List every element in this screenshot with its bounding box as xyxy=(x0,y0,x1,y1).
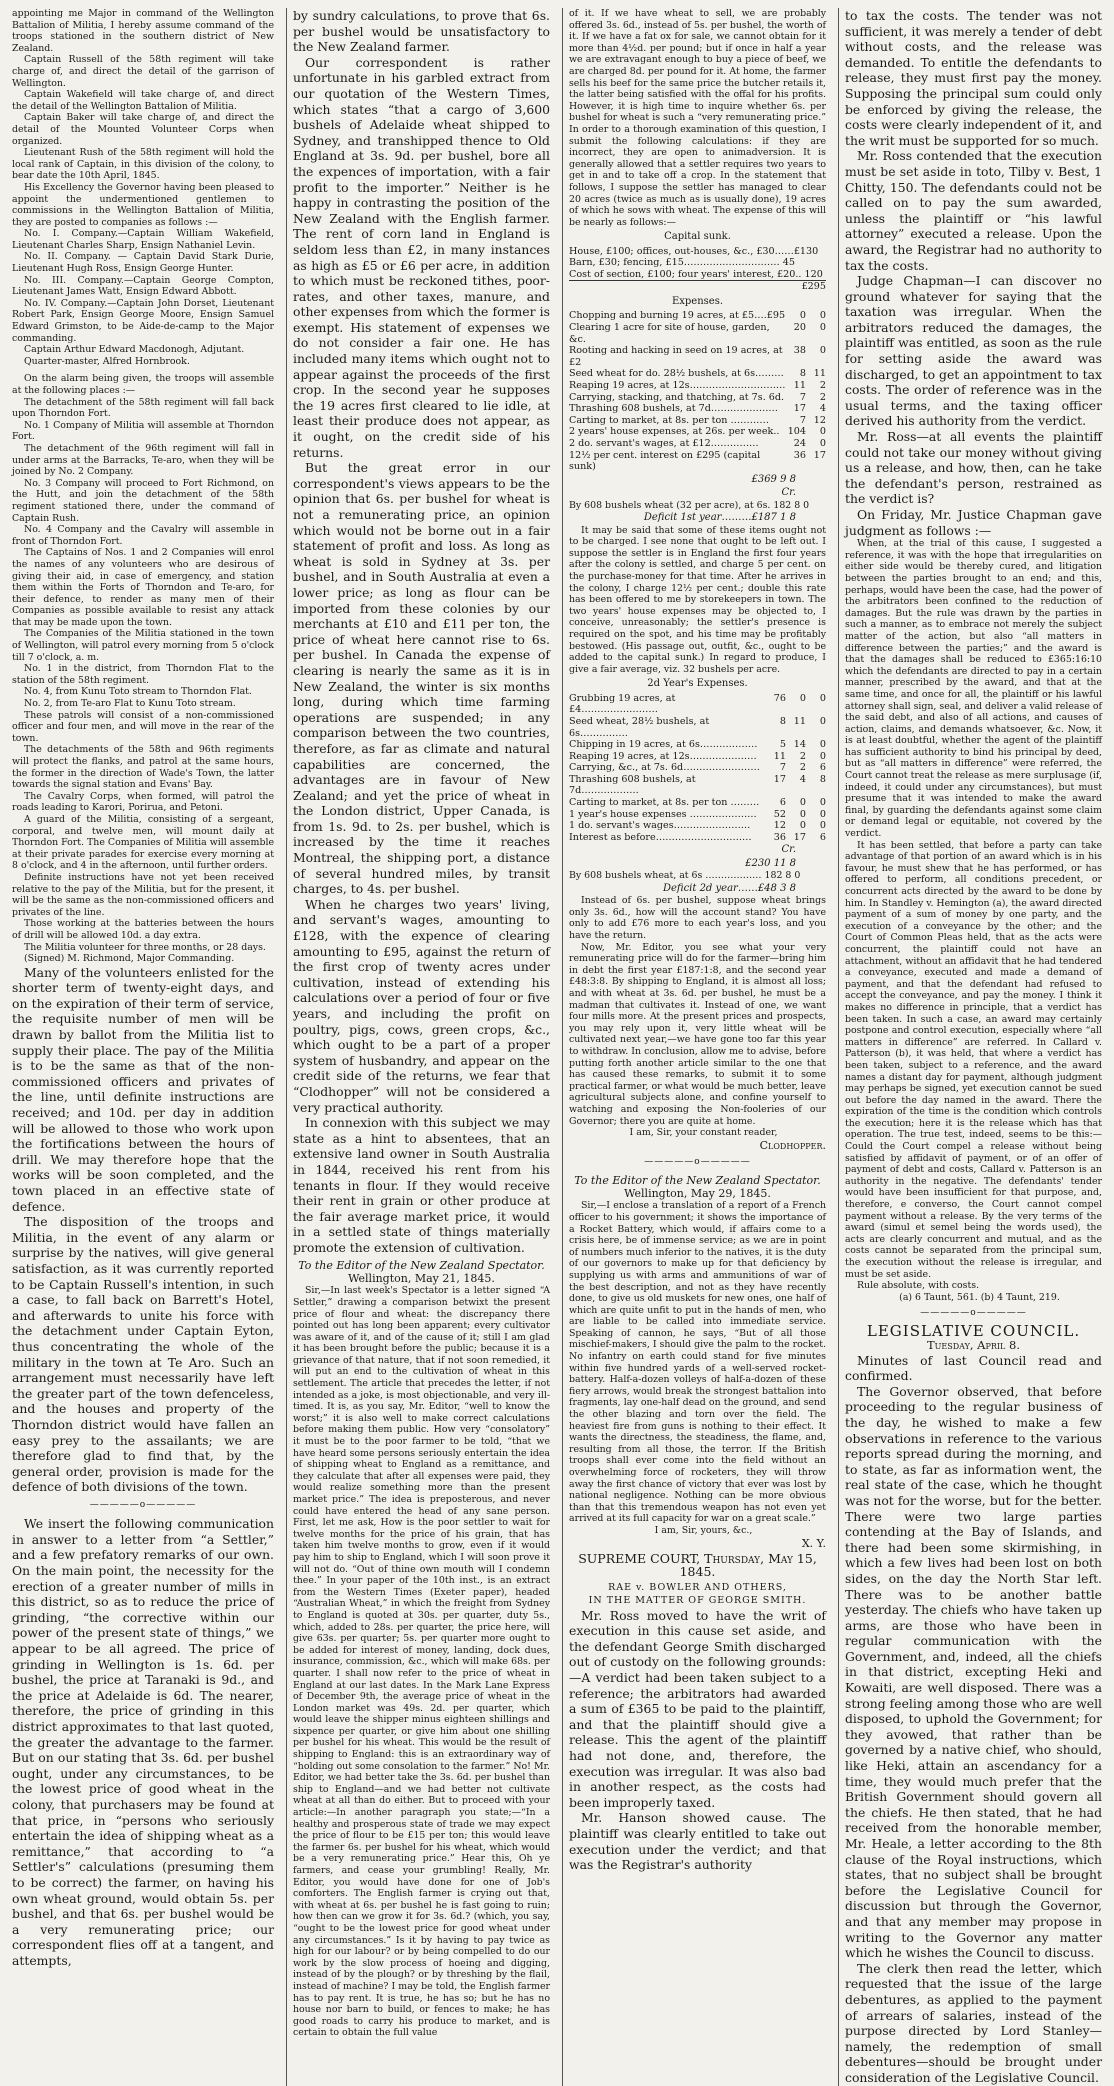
signature: X. Y. xyxy=(801,1536,826,1550)
table-cell: Reaping 19 acres, at 12s………………………… xyxy=(569,380,786,392)
letter-body: It may be said that some of these items ought not to be charged. I see none that ought to be left out. I suppose the settler is in England the first four years after the colony is settled, and charge 5 per cent. on the purchase-money for that time. After he arrives in the colony, I charge 12½ per cent.; double this rate has been offered to me by storekeepers in town. The two years' house expenses may be objected to, I conceive, unreasonably; the settler's presence is required on the spot, and his time may be profitably bestowed. (His passage out, outfit, &c., ought to be added to the capital sunk.) In regard to produce, I give a fair average, viz. 32 bushels per acre. xyxy=(569,524,826,675)
table-cell: Carting to market, at 8s. per ton ……… xyxy=(569,797,760,809)
table-cell: 0 xyxy=(819,692,826,704)
pay-para: Definite instructions have not yet been received relative to the pay of the Militia, but for the present, it will be the same as the non-commissioned officers and privates of the line. xyxy=(12,871,274,918)
second-year-total: £230 11 8 xyxy=(745,857,796,869)
table-cell: 52 xyxy=(773,808,786,820)
alarm-para: The detachment of the 96th regiment will fall in under arms at the Barracks, Te-aro, when they will be joined by No. 2 Company. xyxy=(12,442,274,478)
legislative-council-heading: LEGISLATIVE COUNCIL. xyxy=(866,1321,1081,1340)
column-2 xyxy=(286,8,552,2086)
table-cell: 6 xyxy=(819,762,826,774)
column-3 xyxy=(562,8,828,2086)
table-row xyxy=(569,774,826,797)
patrol-para: No. 4, from Kunu Toto stream to Thorndon Flat. xyxy=(24,686,252,698)
table-cell: 7 xyxy=(779,762,786,774)
letter-heading: To the Editor of the New Zealand Spectator. xyxy=(298,1258,545,1272)
column-4 xyxy=(838,8,1104,2086)
table-cell: Rooting and hacking in seed on 19 acres, at £2 xyxy=(569,345,783,368)
section-divider: —————o————— xyxy=(89,1499,197,1510)
editorial-para: by sundry calculations, to prove that 6s. per bushel would be unsatisfactory to the New Zealand farmer. xyxy=(293,8,550,55)
table-cell: 1 do. servant's wages…………………… xyxy=(569,820,751,832)
table-cell: 7 xyxy=(799,414,806,426)
patrol-para: No. 1 in the district, from Thorndon Flat to the station of the 58th regiment. xyxy=(12,663,274,686)
table-row xyxy=(569,403,826,415)
letter-body: Now, Mr. Editor, you see what your very remunerating price will do for the farmer—bring him in debt the first year £187:1:8, and the second year £48:3:8. By shipping to England, it is almost all loss; and with wheat at 3s. 6d. per bushel, he must be a madman that cultivates it. Instead of one, we want four mills more. At the present prices and prospects, you may rely upon it, very little wheat will be cultivated next year,—we have gone too far this year to withdraw. In conclusion, allow me to advise, before putting forth another article similar to the one that has caused these remarks, to submit it to some practical farmer, or what would be much better, leave agricultural subjects alone, and confine yourself to watching and exposing the Non-fooleries of our Governor; there you are quite at home. xyxy=(569,941,826,1127)
table-cell: 17 xyxy=(793,403,806,415)
table-row xyxy=(569,345,826,368)
adjutant-line: Captain Arthur Edward Macdonogh, Adjutant. xyxy=(24,344,245,356)
section-divider: —————o————— xyxy=(920,1308,1027,1319)
table-cell: 2 do. servant's wages, at £12…………… xyxy=(569,438,759,449)
table-row xyxy=(569,257,826,269)
table-cell: 8 xyxy=(799,368,806,380)
credit-label: Cr. xyxy=(781,844,796,856)
table-cell: 11 xyxy=(793,380,806,392)
table-cell: 0 xyxy=(799,808,806,820)
company-list-item: No. IV. Company.—Captain John Dorset, Lieutenant Robert Park, Ensign George Moore, Ensign Samuel Edward Grimston, to be Aide-de-camp to the Major commanding. xyxy=(12,297,274,344)
table-cell: 12½ per cent. interest on £295 (capital sunk) xyxy=(569,449,761,473)
editorial-para: In connexion with this subject we may state as a hint to absentees, that an extensive land owner in South Australia in 1844, received his rent from his tenants in flour. If they would receive their rent in grain or other produce at the fair average market price, it would in a settled state of things materially promote the extension of cultivation. xyxy=(293,1115,550,1255)
table-cell: 7 xyxy=(799,391,806,403)
table-cell: 17 xyxy=(793,831,806,843)
case-subtitle: IN THE MATTER OF GEORGE SMITH. xyxy=(588,1595,807,1607)
table-cell: 0 xyxy=(799,692,806,704)
table-row xyxy=(569,751,826,763)
table-cell: 4 xyxy=(799,773,806,785)
second-year-expenses-table xyxy=(569,693,826,844)
table-row xyxy=(569,368,826,380)
patrol-para: The detachments of the 58th and 96th regiments will protect the flanks, and patrol at the same hours, the former in the direction of Wade's Town, the latter towards the signal station and Evans' Bay. xyxy=(12,744,274,791)
table-row xyxy=(569,739,826,751)
pay-para: Those working at the batteries between the hours of drill will be allowed 10d. a day extra. xyxy=(12,918,274,941)
table-row xyxy=(569,392,826,404)
council-para: Minutes of last Council read and confirmed. xyxy=(845,1352,1102,1384)
editorial-para: Many of the volunteers enlisted for the shorter term of twenty-eight days, and on the expiration of their term of service, the requisite number of men will be drawn by ballot from the Militia list to supply their place. The pay of the Militia is to be the same as that of the non-commissioned officers and privates of the line, until definite instructions are received; and 10d. per day in addition will be allowed to those who work upon the fortifications between the hours of drill. We may therefore hope that the works will be soon completed, and the town placed in an effective state of defence. xyxy=(12,964,274,1214)
table-cell: 38 xyxy=(793,345,806,357)
table-cell: 2 xyxy=(819,380,826,392)
credit-line: By 608 bushels wheat (32 per acre), at 6s. 182 8 0 xyxy=(569,499,810,511)
table-cell: 6 xyxy=(779,797,786,809)
militia-order-intro: appointing me Major in command of the Wellington Battalion of Militia, I hereby assume command of the troops stationed in the southern district of New Zealand. xyxy=(12,8,274,54)
letter-closing: I am, Sir, yours, &c., xyxy=(654,1524,753,1536)
table-cell: 5 xyxy=(779,739,786,751)
table-cell: Cost of section, £100; four years' interest, £20.. 120 xyxy=(569,268,823,280)
letter-body: Sir,—I enclose a translation of a report of a French officer to his government; it shows the importance of a Rocket Battery, which would, if affairs come to a crisis here, be of immense service; as we are in point of numbers much inferior to the natives, it is the duty of our governors to make up for that deficiency by supplying us with arms and ammunitions of war of the best description, and not as they have recently done, to give us old muskets for new ones, one half of which are quite unfit to put in the hands of men, who are liable to be called into immediate service. Speaking of cannon, he says, “But of all those mischief-makers, I should give the palm to the rocket. No infantry on earth could stand for five minutes within five hundred yards of a well-served rocket-battery. Half-a-dozen volleys of half-a-dozen of these fiery arrows, would break the strongest battalion into fragments, lay one-half dead on the ground, and send the other blazing and torn over the field. The heaviest fire from guns is nothing to their effect. It wants the directness, the steadiness, the flame, and, resulting from all those, the terror. If the British troops shall ever come into the field without an overwhelming force of rocketers, they will throw away the first chance of victory that ever was lost by national negligence. Nothing can be more obvious than that this tremendous weapon has not even yet arrived at its full capacity for war on a great scale.” xyxy=(569,1200,826,1525)
column-1 xyxy=(10,8,276,2086)
letter-closing: I am, Sir, your constant reader, xyxy=(629,1127,778,1139)
table-row xyxy=(569,809,826,821)
court-report-para: Mr. Hanson showed cause. The plaintiff was clearly entitled to take out execution under the verdict; and that was the Registrar's authority xyxy=(569,1810,826,1873)
company-list-item: No. I. Company.—Captain William Wakefield, Lieutenant Charles Sharp, Ensign Nathaniel Levin. xyxy=(12,228,274,251)
capital-sunk-title: Capital sunk. xyxy=(664,231,731,243)
table-cell: Reaping 19 acres, at 12s………………… xyxy=(569,750,757,762)
table-row xyxy=(569,322,826,345)
court-report-para: Mr. Ross moved to have the writ of execution in this cause set aside, and the defendant George Smith discharged out of custody on the following grounds:—A verdict had been taken subject to a reference; the arbitrators had awarded a sum of £365 to be paid to the plaintiff, and that the plaintiff should give a release. This the agent of the plaintiff had not done, and, therefore, the execution was irregular. It was also bad in another respect, as the costs had been improperly taxed. xyxy=(569,1607,826,1810)
table-cell: 6 xyxy=(819,831,826,843)
table-cell: 2 xyxy=(819,391,826,403)
case-references: (a) 6 Taunt, 561. (b) 4 Taunt, 219. xyxy=(899,1291,1060,1303)
judgment-rule: Rule absolute, with costs. xyxy=(857,1280,980,1292)
table-cell: 0 xyxy=(799,820,806,832)
company-list-item: No. III. Company.—Captain George Compton, Lieutenant James Watt, Ensign Edward Abbott. xyxy=(12,274,274,298)
table-cell: 0 xyxy=(819,426,826,438)
table-row xyxy=(569,450,826,473)
table-cell: Thrashing 608 bushels, at 7d……………… xyxy=(569,773,696,797)
table-row xyxy=(569,797,826,809)
table-cell: Clearing 1 acre for site of house, garden, &c. xyxy=(569,322,770,345)
company-list-item: No. II. Company. — Captain David Stark Durie, Lieutenant Hugh Ross, Ensign George Hunter. xyxy=(12,251,274,275)
credit-line: By 608 bushels wheat, at 6s ……………… 182 8 0 xyxy=(569,870,801,882)
table-cell: 0 xyxy=(819,750,826,762)
table-cell: Carting to market, at 8s. per ton ………… xyxy=(569,414,769,426)
guard-para: A guard of the Militia, consisting of a sergeant, corporal, and twelve men, will mount daily at Thorndon Fort. The Companies of Militia will assemble at their private parades for exercise every morning at 8 o'clock, and 4 in the afternoon, until further orders. xyxy=(12,813,274,872)
signed-line: (Signed) M. Richmond, Major Commanding. xyxy=(24,953,235,965)
alarm-para: No. 4 Company and the Cavalry will assemble in front of Thorndon Fort. xyxy=(12,524,274,547)
table-row xyxy=(569,310,826,322)
council-para: The Governor observed, that before proceeding to the regular business of the day, he wished to make a few observations in reference to the various reports spread during the morning, and to state, as far as information went, the real state of the case, which he thought was not for the worse, but for the better. There were two large parties contending at the Bay of Islands, and there had been some skirmishing, in which a few lives had been lost on both sides, on the day the North Star left. There was to be another battle yesterday. The chiefs who have taken up arms, are those who have been in regular communication with the Government, and, indeed, all the chiefs in that district, excepting Heki and Kowaiti, are well disposed. There was a strong feeling among those who are well disposed, to uphold the Government; for they avowed, that rather than be governed by a native chief, who should, like Heki, attain an ascendancy for a time, they would much prefer that the British Government should govern all the chiefs. He then stated, that he had received from the honorable member, Mr. Heale, a letter according to the 8th clause of the Royal instructions, which states, that no subject shall be brought before the Legislative Council for discussion but through the Governor, and that any member may propose in writing to the Governor any matter which he wishes the Council to discuss. xyxy=(845,1383,1102,1961)
table-cell: 4 xyxy=(819,403,826,415)
table-cell: 20 xyxy=(793,322,806,334)
militia-order-para: Captain Baker will take charge of, and direct the detail of the Mounted Volunteer Corps when organized. xyxy=(12,112,274,147)
table-cell: 36 xyxy=(793,449,806,461)
capital-sunk-table xyxy=(569,246,826,293)
table-cell: 17 xyxy=(773,773,786,785)
editorial-para: When he charges two years' living, and servant's wages, amounting to £128, with the expence of clearing amounting to £95, against the return of the first crop of twenty acres under cultivation, instead of extending his calculations over a period of four or five years, and including the profit on poultry, pigs, cows, green crops, &c., which ought to be a part of a proper system of husbandry, and appear on the credit side of the returns, we fear that “Clodhopper” will not be considered a very practical authority. xyxy=(293,896,550,1115)
patrol-para: These patrols will consist of a non-commissioned officer and four men, and will move in the rear of the town. xyxy=(12,709,274,744)
table-cell: 0 xyxy=(819,739,826,751)
table-row xyxy=(569,832,826,844)
editorial-para: The disposition of the troops and Militia, in the event of any alarm or surprise by the natives, will give general satisfaction, as it was currently reported to be Captain Russell's intention, in such a case, to fall back on Barrett's Hotel, and afterwards to unite his force with the detachment under Captain Eyton, thus concentrating the whole of the military in the town at Te Aro. Such an arrangement must necessarily have left the greater part of the town defenceless, and the houses and property of the Thorndon district would have fallen an easy prey to the assailants; we are therefore glad to find that, by the general order, provision is made for the defence of both divisions of the town. xyxy=(12,1214,274,1495)
letter-body: Instead of 6s. per bushel, suppose wheat brings only 3s. 6d., how will the account stand? You have only to add £76 more to each year's loss, and you have the return. xyxy=(569,895,826,942)
table-cell: Seed wheat, 28½ bushels, at 6s…………… xyxy=(569,715,710,739)
alarm-para: No. 1 Company of Militia will assemble at Thorndon Fort. xyxy=(12,419,274,443)
court-heading: SUPREME COURT, Thursday, May 15, 1845. xyxy=(578,1550,817,1580)
table-row xyxy=(569,820,826,832)
table-row xyxy=(569,269,826,281)
court-report-para: Judge Chapman—I can discover no ground whatever for saying that the taxation was irregular. When the arbitrators reduced the damages, the plaintiff was entitled, as soon as the rule for setting aside the award was discharged, to get an appointment to tax costs. The order of reference was in the usual terms, and the taxing officer derived his authority from the verdict. xyxy=(845,273,1102,429)
table-cell: 8 xyxy=(819,773,826,785)
table-cell: 1 year's house expenses ………………… xyxy=(569,808,757,820)
legislative-council-date: Tuesday, April 8. xyxy=(926,1338,1020,1353)
deficit-line: Deficit 1st year………£187 1 8 xyxy=(643,512,796,524)
court-report-para: On Friday, Mr. Justice Chapman gave judgment as follows :— xyxy=(845,507,1102,538)
table-cell: Carrying, &c., at 7s. 6d…………………… xyxy=(569,762,760,774)
table-cell: 2 xyxy=(799,750,806,762)
table-cell: 12 xyxy=(813,414,826,426)
table-cell: 2 xyxy=(799,762,806,774)
table-cell: 11 xyxy=(773,750,786,762)
table-row xyxy=(569,762,826,774)
judgment-para: It has been settled, that before a party can take advantage of that portion of an award which is in his favour, he must shew that he has performed, or has offered to perform, all conditions precedent, or concurrent acts directed by the award to be done by him. In Standley v. Hemington (a), the award directed payment of a sum of money by one party, and the execution of a conveyance by the other; and the Court of Common Pleas held, that as the acts were concurrent, the plaintiff could not have an attachment, without an affidavit that he had tendered a conveyance, executed and made a demand of payment, and that the defendant had refused to accept the conveyance, and pay the money. I think it makes no difference in principle, that a verdict has been taken. In such a case, an award may certainly postpone and control execution, especially where “all matters in difference” are referred. In Callard v. Patterson (b), it was held, that where a verdict has been taken, subject to a reference, and the award names a distant day for payment, although judgment may perhaps be signed, yet execution cannot be sued out before the day named in the award. There the expiration of the time is the condition which controls the execution; here it is the release which has that operation. The true test, indeed, seems to be this:—Could the Court compel a release without being satisfied by affidavit of payment, or of an offer of payment of debt and costs, Callard v. Patterson is an authority in the negative. The defendants' tender would have been insufficient for that purpose, and, therefore, e converso, the Court cannot compel payment without a release. By the very terms of the award (simul et semel being the words used), the acts are clearly concurrent and mutual, and as the costs cannot be separated from the principal sum, the execution without the release is irregular, and must be set aside. xyxy=(845,839,1102,1280)
table-cell: Thrashing 608 bushels, at 7d………………… xyxy=(569,403,779,415)
militia-order-para: Captain Russell of the 58th regiment will take charge of, and direct the detail of the garrison of Wellington. xyxy=(12,54,274,89)
table-cell: 0 xyxy=(819,438,826,449)
second-year-expenses-title: 2d Year's Expenses. xyxy=(647,678,748,690)
table-row xyxy=(569,426,826,438)
table-cell: 11 xyxy=(813,368,826,380)
patrol-para: No. 2, from Te-aro Flat to Kunu Toto stream. xyxy=(24,698,236,710)
signature: Clodhopper. xyxy=(759,1138,826,1152)
table-cell: Interest as before………………………… xyxy=(569,831,752,843)
table-row xyxy=(569,281,826,293)
table-cell: 0 xyxy=(799,797,806,809)
table-cell: 17 xyxy=(813,449,826,461)
table-cell: 2 years' house expenses, at 26s. per week.. xyxy=(569,426,780,438)
table-row xyxy=(569,693,826,716)
table-cell: Chipping in 19 acres, at 6s……………… xyxy=(569,739,758,751)
table-cell: 0 xyxy=(819,322,826,334)
council-para: The clerk then read the letter, which requested that the issue of the large debentures, as applied to the payment of arrears of salaries, instead of the purpose directed by Lord Stanley—namely, the redemption of small debentures—should be brought under consideration of the Legislative Council. xyxy=(845,1960,1102,2085)
table-cell: Barn, £30; fencing, £15………………………… 45 xyxy=(569,257,796,269)
capital-total: £295 xyxy=(569,281,826,293)
militia-order-para: Lieutenant Rush of the 58th regiment will hold the local rank of Captain, in this division of the colony, to bear date the 10th April, 1845. xyxy=(12,147,274,182)
table-cell: 14 xyxy=(793,739,806,751)
table-cell: 0 xyxy=(819,808,826,820)
table-cell: 36 xyxy=(773,831,786,843)
table-cell: Seed wheat for do. 28½ bushels, at 6s……… xyxy=(569,368,784,380)
table-cell: 0 xyxy=(819,715,826,727)
table-row xyxy=(569,415,826,427)
militia-order-para: Captain Wakefield will take charge of, and direct the detail of the Wellington Battalion of Militia. xyxy=(12,89,274,112)
letter-date: Wellington, May 21, 1845. xyxy=(348,1271,495,1285)
expenses-table xyxy=(569,310,826,472)
judgment-para: When, at the trial of this cause, I suggested a reference, it was with the hope that irregularities on either side would be thereby cured, and litigation between the parties brought to an end; and this, perhaps, would have been the case, had the power of the arbitrators been confined to the reduction of damages. But the rule was drawn by the parties in such a manner, as to embrace not merely the subject matter of the action, but also “all matters in difference between the parties;” and the award is that the damages shall be reduced to £365:16:10 which the defendants are directed to pay in a certain manner, prescribed by the award, and that at the same time, and once for all, the plaintiff or his lawful attorney shall sign, seal, and deliver a valid release of the said debt, and also of all actions, and causes of action, claims, and demands whatsoever, &c. Now, it is at least doubtful, whether the agent of the plaintiff has sufficient authority to bind his principal by deed, but as “all matters in difference” were referred, the Court cannot treat the release as mere surplusage (if, indeed, it could under any circumstances), but must presume that it was intended to make the award final, by guarding the defendants against some claim or demand legal or equitable, not covered by the verdict. xyxy=(845,538,1102,840)
table-cell: 104 xyxy=(787,426,806,438)
letter-body: of it. If we have wheat to sell, we are probably offered 3s. 6d., instead of 5s. per bushel, the worth of it. If we have a fat ox for sale, we cannot obtain for it more than 4½d. per pound; but if once in half a year we are extravagant enough to buy a piece of beef, we are charged 8d. per pound for it. At home, the farmer sells his beef for the same price the butcher retails it, the latter being satisfied with the offal for his profits. However, it is high time to inquire whether 6s. per bushel for wheat is such a “very remunerating price.” In order to a thorough examination of this question, I submit the following calculations: if they are incorrect, they are open to animadversion. It is generally allowed that a settler requires two years to get in and to take off a crop. In the statement that follows, I suppose the settler has managed to clear 20 acres (twice as much as is usually done), 19 acres of which he sows with wheat. The expense of this will be nearly as follows:— xyxy=(569,8,826,228)
table-cell: 0 xyxy=(799,310,806,322)
table-cell: Chopping and burning 19 acres, at £5….£95 xyxy=(569,310,786,322)
letter-date: Wellington, May 29, 1845. xyxy=(624,1186,771,1200)
table-cell: Carrying, stacking, and thatching, at 7s. 6d. xyxy=(569,391,785,403)
table-cell: 0 xyxy=(819,820,826,832)
expenses-total: £369 9 8 xyxy=(751,473,796,485)
court-report-para: Mr. Ross—at all events the plaintiff could not take our money without giving us a release, and how, then, can he take the defendant's person, restrained as the verdict is? xyxy=(845,429,1102,507)
editorial-para: We insert the following communication in answer to a letter from “a Settler,” and a few prefatory remarks of our own. On the main point, the necessity for the erection of a greater number of mills in this district, so as to reduce the price of grinding, “the corrective within our power of the present state of things,” we appear to be all agreed. The price of grinding in Wellington is 1s. 6d. per bushel, the price at Taranaki is 9d., and the price at Adelaide is 6d. The nearer, therefore, the price of grinding in this district approximates to that last quoted, the greater the advantage to the farmer. But on our stating that 3s. 6d. per bushel ought, under any circumstances, to be the lowest price of good wheat in the colony, that purchasers may be found at that price, in “persons who seriously entertain the idea of shipping wheat as a remittance,” that according to “a Settler's” calculations (presuming them to be correct) the farmer, on having his own wheat ground, would obtain 5s. per bushel, and that 6s. per bushel would be a very remunerating price; our correspondent flies off at a tangent, and attempts, xyxy=(12,1516,274,1968)
court-report-para: Mr. Ross contended that the execution must be set aside in toto, Tilby v. Best, 1 Chitty, 150. The defendants could not be called on to pay the sum awarded, unless the plaintiff or “his lawful attorney” executed a release. Upon the award, the Registrar had no authority to tax the costs. xyxy=(845,148,1102,273)
pay-para: The Militia volunteer for three months, or 28 days. xyxy=(24,941,266,953)
alarm-para: No. 3 Company will proceed to Fort Richmond, on the Hutt, and join the detachment of the 58th regiment stationed there, under the command of Captain Rush. xyxy=(12,477,274,524)
table-cell: 8 xyxy=(779,715,786,727)
table-cell: 0 xyxy=(819,310,826,322)
table-cell: House, £100; offices, out-houses, &c., £30……£130 xyxy=(569,245,819,257)
table-row xyxy=(569,438,826,450)
newspaper-page xyxy=(10,8,1104,2085)
table-cell: Grubbing 19 acres, at £4…………………… xyxy=(569,692,676,716)
table-cell: 12 xyxy=(773,820,786,832)
alarm-para: On the alarm being given, the troops will assemble at the following places :— xyxy=(12,373,274,396)
table-cell: 0 xyxy=(819,345,826,357)
case-title: RAE v. BOWLER AND OTHERS, xyxy=(608,1581,787,1593)
editorial-para: Our correspondent is rather unfortunate in his garbled extract from our quotation of the Western Times, which states “that a cargo of 3,600 bushels of Adelaide wheat shipped to Sydney, and transhipped thence to Old England at 3s. 9d. per bushel, bore all the expences of importation, with a fair profit to the importer.” Neither is he happy in contrasting the position of the New Zealand with the English farmer. The rent of corn land in England is seldom less than £2, in many instances as high as £5 or £6 per acre, in addition to which must be reckoned tithes, poor-rates, and other taxes, manure, and other expenses from which the former is exempt. His statement of expenses we do not consider a fair one. He has included many items which ought not to appear against the proceeds of the first crop. In the second year he supposes the 19 acres first cleared to lie idle, at least their produce does not appear, as it ought, on the credit side of his returns. xyxy=(293,54,550,460)
militia-order-para: His Excellency the Governor having been pleased to appoint the undermentioned gentlemen to commissions in the Wellington Battalion of Militia, they are posted to companies as follows :— xyxy=(12,181,274,228)
court-report-para: to tax the costs. The tender was not sufficient, it was merely a tender of debt without costs, and the release was demanded. To entitle the defendants to release, they must first pay the money. Supposing the principal sum could only be enforced by giving the release, the costs were clearly independent of it, and the writ must be supported for so much. xyxy=(845,8,1102,148)
table-row xyxy=(569,716,826,739)
alarm-para: The Captains of Nos. 1 and 2 Companies will enrol the names of any volunteers who are desirous of giving their aid, in case of emergency, and station them within the Forts of Thorndon and Te-aro, for their defence, to render as many men of their Companies as possible available to resist any attack that may be made upon the town. xyxy=(12,547,274,628)
table-cell: 24 xyxy=(793,438,806,449)
letter-body: Sir,—In last week's Spectator is a letter signed “A Settler,” drawing a comparison betwixt the present price of flour and wheat: the discrepancy there pointed out has long been apparent; every cultivator was aware of it, and of the cause of it; still I am glad it has been brought before the public; because it is a grievance of that nature, that if not soon remedied, it will put an end to the cultivation of wheat in this settlement. The article that precedes the letter, if not intended as a joke, is most objectionable, and very ill-timed. It is, as you say, Mr. Editor, “well to know the worst;” it is also well to make correct calculations before making them public. How very “consolatory” it must be to the poor farmer to be told, “that we have heard some persons seriously entertain the idea of shipping wheat to England as a remittance, and they calculate that after all expenses were paid, they would realize something more than the present market price.” The idea is preposterous, and never could have entered the head of any sane person. First, let me ask, How is the poor settler to wait for twelve months for the price of his grain, that has taken him twelve months to grow, even if it would pay him to ship to England, which I will soon prove it will not do. “Out of thine own mouth will I condemn thee.” In your paper of the 10th inst., is an extract from the Western Times (Exeter paper), headed “Australian Wheat,” in which the freight from Sydney to England is quoted at 30s. per quarter, duty 5s., which, added to 28s. per quarter, the price here, will give 63s. per quarter; 5s. per quarter more ought to be added for interest of money, landing, dock dues, insurance, commission, &c., which will make 68s. per quarter. I shall now refer to the price of wheat in England at our last dates. In the Mark Lane Express of December 9th, the average price of wheat in the London market was 49s. 2d. per quarter, which would leave the shipper minus eighteen shillings and sixpence per quarter, or give him about one shilling per bushel for his wheat. This would be the result of shipping to England: this is an extraordinary way of “holding out some consolation to the farmer.” No! Mr. Editor, we had better take the 3s. 6d. per bushel than ship to England—and we had better not cultivate wheat at all than do either. But to proceed with your article:—In another paragraph you state;—“In a healthy and prosperous state of trade we may expect the price of flour to be £15 per ton; this would leave the farmer 6s. per bushel for his wheat, which would be a very remunerating price.” Hear this, Oh ye farmers, and cease your grumbling! Really, Mr. Editor, you would have done for one of Job's comforters. The English farmer is crying out that, with wheat at 6s. per bushel he is fast going to ruin; how then can we grow it for 3s. 6d.? (which, you say, “ought to be the lowest price for good wheat under any circumstances.” Is it by having to pay twice as high for our labour? or by being compelled to do our work by the slow process of hoeing and digging, instead of by the plough? or by threshing by the flail, instead of machine? I may be told, the English farmer has to pay rent. It is true, he has so; but he has no house nor barn to build, or fences to make; he has good roads to carry his produce to market, and is certain to obtain the full value xyxy=(293,1285,550,2039)
table-row xyxy=(569,380,826,392)
editorial-para: But the great error in our correspondent's views appears to be the opinion that 6s. per bushel for wheat is not a remunerating price, an opinion which would not be borne out in a fair statement of profit and loss. As long as wheat is sold in Sydney at 3s. per bushel, and in South Australia at even a lower price; as long as flour can be imported from these colonies by our merchants at £10 and £11 per ton, the price of wheat here cannot rise to 6s. per bushel. In Canada the expense of clearing is nearly the same as it is in New Zealand, the winter is six months long, during which time farming operations are suspended; in any comparison between the two countries, therefore, as far as climate and natural capabilities are concerned, the advantages are in favour of New Zealand; and yet the price of wheat in the London district, Upper Canada, is from 1s. 9d. to 2s. per bushel, which is increased by the time it reaches Montreal, the shipping port, a distance of several hundred miles, by transit charges, to 4s. per bushel. xyxy=(293,460,550,897)
deficit-line: Deficit 2d year……£48 3 8 xyxy=(662,882,796,894)
alarm-para: The detachment of the 58th regiment will fall back upon Thorndon Fort. xyxy=(12,396,274,420)
patrol-para: The Companies of the Militia stationed in the town of Wellington, will patrol every morning from 5 o'clock till 7 o'clock, a. m. xyxy=(12,628,274,663)
table-cell: 0 xyxy=(819,797,826,809)
section-divider: —————o————— xyxy=(644,1157,751,1168)
patrol-para: The Cavalry Corps, when formed, will patrol the roads leading to Karori, Porirua, and Petoni. xyxy=(12,790,274,814)
table-row xyxy=(569,246,826,258)
expenses-title: Expenses. xyxy=(671,296,724,308)
quartermaster-line: Quarter-master, Alfred Hornbrook. xyxy=(24,355,190,367)
table-cell: 76 xyxy=(773,692,786,704)
credit-label: Cr. xyxy=(781,487,796,499)
table-cell: 11 xyxy=(793,715,806,727)
letter-heading: To the Editor of the New Zealand Spectator. xyxy=(574,1173,821,1187)
